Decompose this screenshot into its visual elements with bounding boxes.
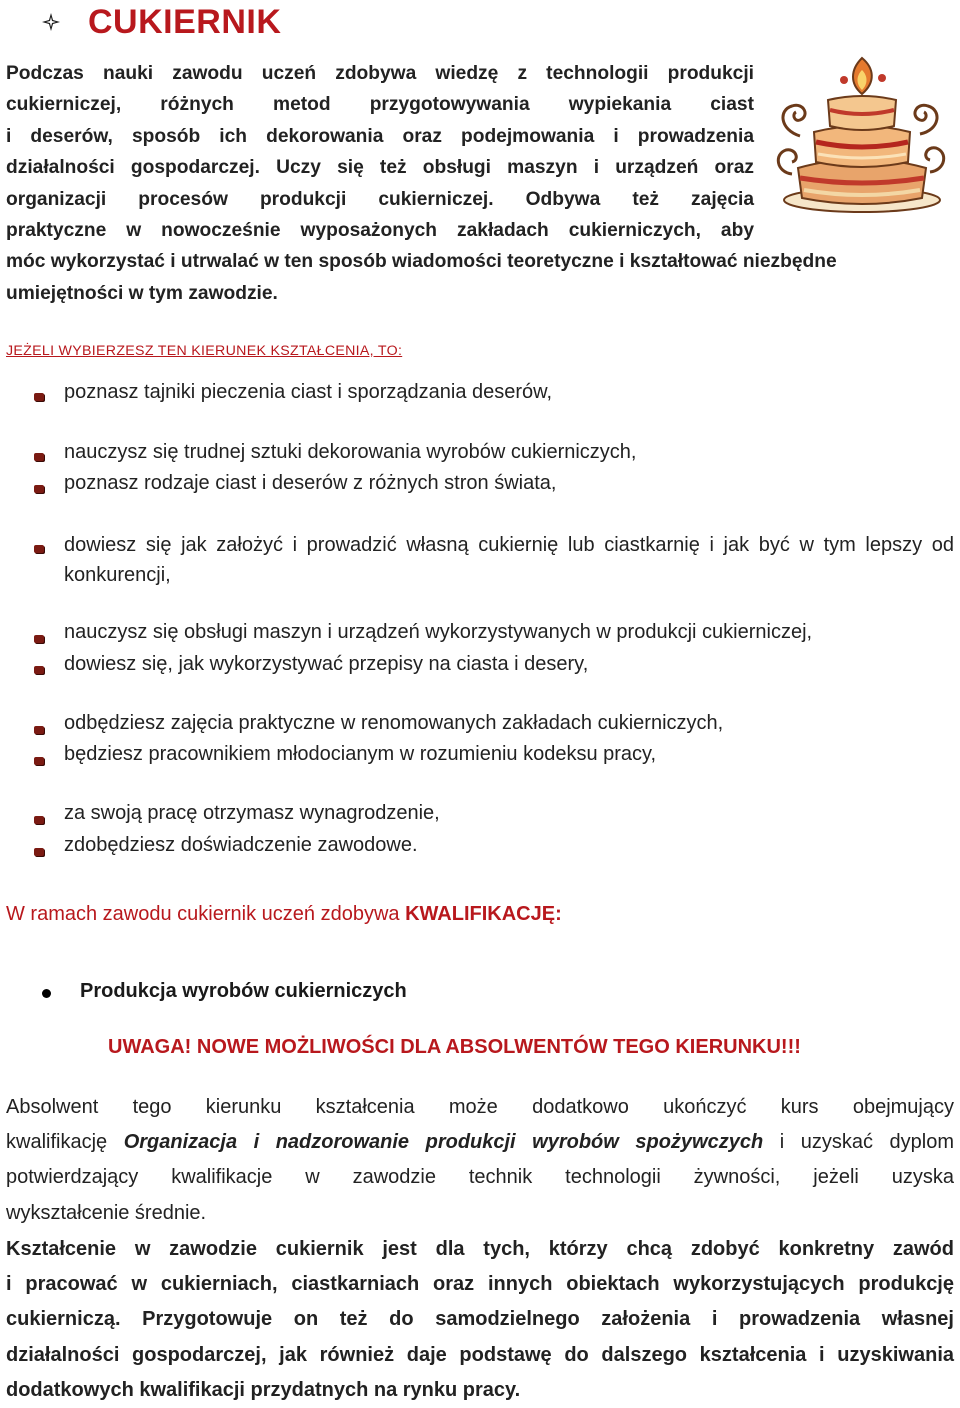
intro-line: umiejętności w tym zawodzie. <box>6 282 278 304</box>
square-bullet-icon <box>34 545 44 553</box>
paragraph-text: i uzyskać dyplom <box>763 1131 954 1154</box>
square-bullet-icon <box>34 453 44 461</box>
paragraph-line <box>6 1125 954 1160</box>
square-bullet-icon <box>34 485 44 493</box>
graduate-paragraph <box>6 1090 954 1231</box>
square-bullet-icon <box>34 635 44 643</box>
square-bullet-icon <box>34 393 44 401</box>
intro-line: organizacji procesów produkcji cukierniczej. Odbywa też zajęcia <box>6 188 754 210</box>
list-item: poznasz rodzaje ciast i deserów z różnych stron świata, <box>64 472 557 494</box>
qualification-heading <box>6 903 562 926</box>
square-bullet-icon <box>34 848 44 856</box>
qualification-heading-lead: W ramach zawodu cukiernik uczeń zdobywa <box>6 903 406 925</box>
list-item: poznasz tajniki pieczenia ciast i sporządzania deserów, <box>64 381 553 403</box>
summary-paragraph <box>6 1232 954 1408</box>
list-item: zdobędziesz doświadczenie zawodowe. <box>64 834 418 856</box>
diamond-bullet-icon <box>40 11 62 33</box>
page-title: CUKIERNIK <box>88 2 282 41</box>
list-item: dowiesz się, jak wykorzystywać przepisy na ciasta i desery, <box>64 653 589 675</box>
intro-line: praktyczne w nowocześnie wyposażonych zakładach cukierniczych, aby <box>6 220 754 242</box>
intro-line: działalności gospodarczej. Uczy się też obsługi maszyn i urządzeń oraz <box>6 157 754 179</box>
paragraph-line: potwierdzający kwalifikacje w zawodzie technik technologii żywności, jeżeli uzyska <box>6 1166 954 1189</box>
qualification-item: Produkcja wyrobów cukierniczych <box>80 980 407 1002</box>
paragraph-line: Kształcenie w zawodzie cukiernik jest dla tych, którzy chcą zdobyć konkretny zawód <box>6 1238 954 1260</box>
square-bullet-icon <box>34 757 44 765</box>
paragraph-line: i pracować w cukierniach, ciastkarniach oraz innych obiektach wykorzystujących produkcję <box>6 1273 954 1296</box>
intro-line: móc wykorzystać i utrwalać w ten sposób wiadomości teoretyczne i kształtować niezbędne <box>6 251 837 273</box>
list-item: dowiesz się jak założyć i prowadzić własną cukiernię lub ciastkarnię i jak być w tym lepszy od konkurencji, <box>64 534 954 586</box>
square-bullet-icon <box>34 666 44 674</box>
list-item: nauczysz się trudnej sztuki dekorowania wyrobów cukierniczych, <box>64 441 637 463</box>
course-name: Organizacja i nadzorowanie produkcji wyrobów spożywczych <box>123 1131 764 1154</box>
intro-line: Podczas nauki zawodu uczeń zdobywa wiedzę z technologii produkcji <box>6 63 754 84</box>
round-bullet-icon <box>42 989 51 998</box>
paragraph-line: Absolwent tego kierunku kształcenia może dodatkowo ukończyć kurs obejmujący <box>6 1096 954 1118</box>
paragraph-line: działalności gospodarczej, jak również daje podstawę do dalszego kształcenia i uzyskiwania <box>6 1343 954 1366</box>
paragraph-line: dodatkowych kwalifikacji przydatnych na rynku pracy. <box>6 1378 521 1401</box>
section-heading: JEŻELI WYBIERZESZ TEN KIERUNEK KSZTAŁCENIA, TO: <box>6 343 403 359</box>
intro-line: i deserów, sposób ich dekorowania oraz podejmowania i prowadzenia <box>6 125 754 147</box>
qualification-heading-strong: KWALIFIKACJĘ: <box>405 903 562 925</box>
list-item: nauczysz się obsługi maszyn i urządzeń wykorzystywanych w produkcji cukierniczej, <box>64 621 813 643</box>
list-item: będziesz pracownikiem młodocianym w rozumieniu kodeksu pracy, <box>64 743 657 765</box>
paragraph-line: wykształcenie średnie. <box>6 1201 207 1224</box>
intro-line: cukierniczej, różnych metod przygotowywania wypiekania ciast <box>6 94 754 116</box>
paragraph-text: kwalifikację <box>6 1131 124 1154</box>
square-bullet-icon <box>34 726 44 734</box>
list-item: odbędziesz zajęcia praktyczne w renomowanych zakładach cukierniczych, <box>64 712 724 734</box>
square-bullet-icon <box>34 816 44 824</box>
list-item: za swoją pracę otrzymasz wynagrodzenie, <box>64 802 440 824</box>
notice-heading: UWAGA! NOWE MOŻLIWOŚCI DLA ABSOLWENTÓW TEGO KIERUNKU!!! <box>108 1036 801 1058</box>
layered-cake-illustration <box>770 50 950 230</box>
title-row <box>40 2 281 42</box>
paragraph-line: cukierniczą. Przygotowuje on też do samodzielnego założenia i prowadzenia własnej <box>6 1308 954 1331</box>
